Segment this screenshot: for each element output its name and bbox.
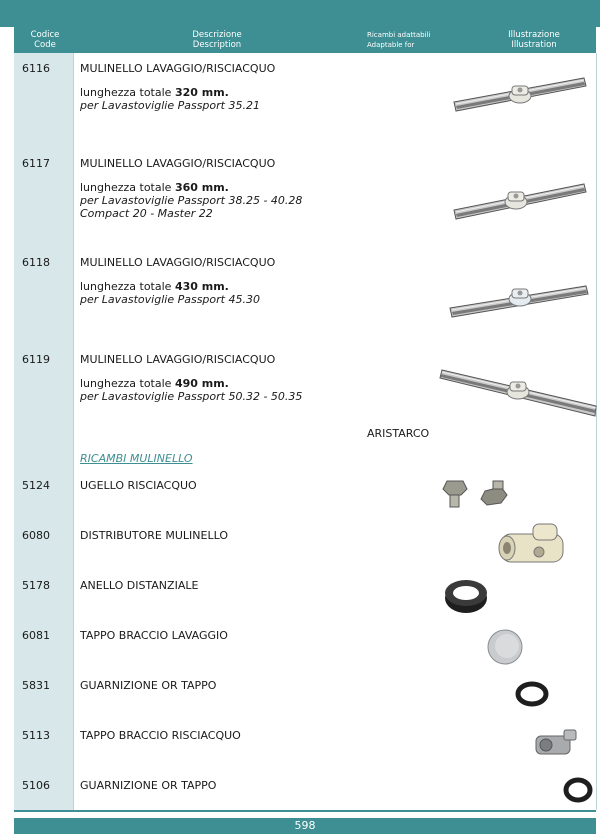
distributor-illustration — [495, 520, 571, 572]
part-description: GUARNIZIONE OR TAPPO — [80, 779, 217, 792]
spray-arm-illustration — [452, 74, 586, 120]
item-code: 6117 — [22, 157, 50, 170]
item-description: MULINELLO LAVAGGIO/RISCIACQUO lunghezza totale 360 mm. per Lavastoviglie Passport 38.25 - 40.28 Compact 20 - Master 22 — [80, 157, 303, 220]
item-description: MULINELLO LAVAGGIO/RISCIACQUO lunghezza totale 320 mm. per Lavastoviglie Passport 35.21 — [80, 62, 276, 112]
header-description: Descrizione Description — [192, 30, 242, 50]
nozzle-illustration — [441, 477, 516, 513]
item-code: 6119 — [22, 353, 50, 366]
part-code: 6081 — [22, 629, 50, 642]
spray-arm-illustration — [452, 178, 586, 222]
o-ring-illustration — [562, 776, 594, 804]
top-banner — [0, 0, 600, 27]
part-description: ANELLO DISTANZIALE — [80, 579, 199, 592]
item-code: 6118 — [22, 256, 50, 269]
part-code: 5831 — [22, 679, 50, 692]
part-code: 5124 — [22, 479, 50, 492]
spray-arm-illustration — [440, 364, 598, 420]
header-illustration: Illustrazione Illustration — [508, 30, 560, 50]
part-code: 5113 — [22, 729, 50, 742]
rinse-cap-illustration — [532, 728, 580, 762]
part-description: TAPPO BRACCIO RISCIACQUO — [80, 729, 241, 742]
table-header — [14, 27, 596, 53]
spray-arm-illustration — [448, 278, 588, 322]
page-number: 598 — [14, 818, 596, 834]
part-description: GUARNIZIONE OR TAPPO — [80, 679, 217, 692]
adaptable-brand: ARISTARCO — [367, 427, 430, 440]
part-description: TAPPO BRACCIO LAVAGGIO — [80, 629, 228, 642]
column-divider — [73, 53, 74, 810]
part-description: UGELLO RISCIACQUO — [80, 479, 197, 492]
item-description: MULINELLO LAVAGGIO/RISCIACQUO lunghezza totale 490 mm. per Lavastoviglie Passport 50.32 - 50.35 — [80, 353, 303, 403]
header-adaptable: Ricambi adattabili Adaptable for — [367, 31, 431, 49]
part-code: 6080 — [22, 529, 50, 542]
part-code: 5178 — [22, 579, 50, 592]
item-description: MULINELLO LAVAGGIO/RISCIACQUO lunghezza totale 430 mm. per Lavastoviglie Passport 45.30 — [80, 256, 276, 306]
right-rule — [596, 53, 597, 810]
o-ring-illustration — [515, 681, 549, 707]
part-code: 5106 — [22, 779, 50, 792]
section-link-ricambi[interactable]: RICAMBI MULINELLO — [80, 452, 193, 465]
item-code: 6116 — [22, 62, 50, 75]
bottom-rule — [14, 810, 596, 812]
part-description: DISTRIBUTORE MULINELLO — [80, 529, 228, 542]
spacer-ring-illustration — [443, 577, 489, 615]
cap-illustration — [486, 628, 524, 666]
header-code: Codice Code — [30, 30, 60, 50]
